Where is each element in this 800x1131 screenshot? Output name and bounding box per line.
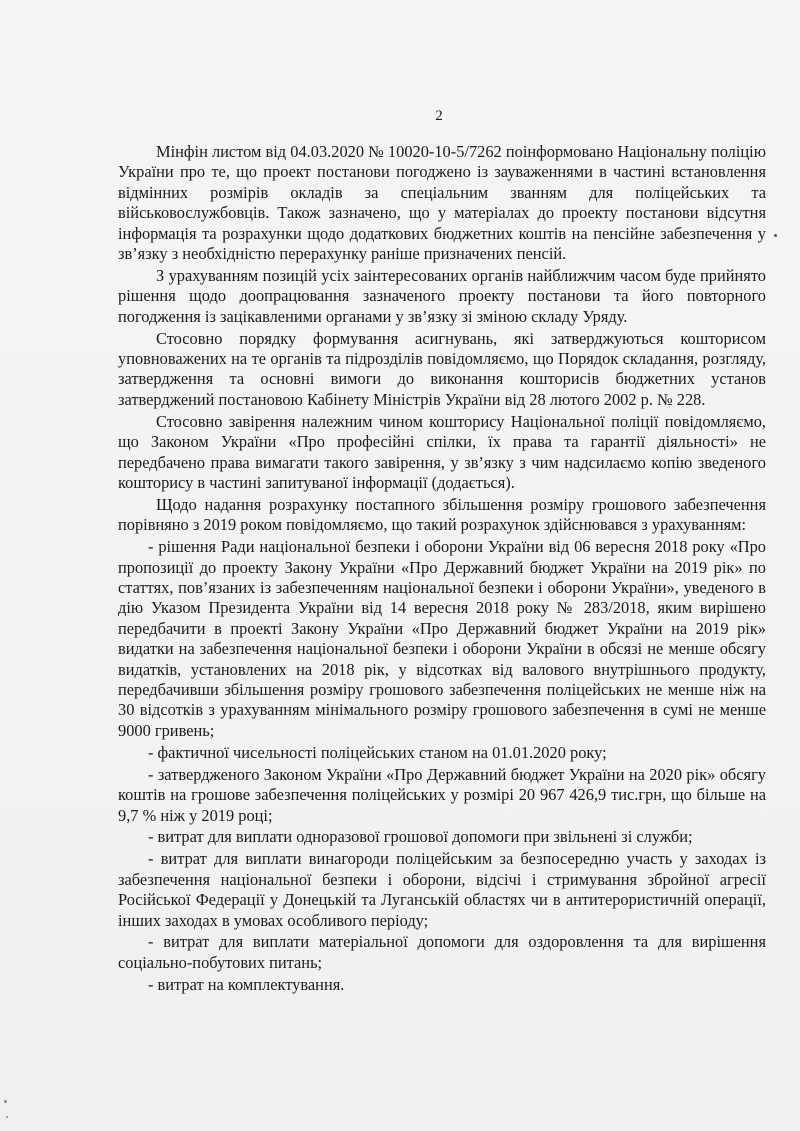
- list-item-reward-payments: - витрат для виплати винагороди поліцейським за безпосередню участь у заходах із забезпечення національної безпеки і оборони, відсічі і стримування збройної агресії Російської Федерації у Донецькій та Луганській областях чи в антитерористичній операції, інших заходах в умовах особливого періоду;: [118, 849, 766, 930]
- scan-edge-mark: [4, 1100, 7, 1103]
- list-item-actual-staff: - фактичної чисельності поліцейських станом на 01.01.2020 року;: [148, 742, 607, 762]
- list-item-material-aid: - витрат для виплати матеріальної допомоги для оздоровлення та для вирішення соціально-побутових питань;: [118, 932, 766, 972]
- paragraph-estimate-certification: Стосовно завірення належним чином кошторису Національної поліції повідомляємо, що Законом України «Про професійні спілки, їх права та гарантії діяльності» не передбачено права вимагати такого завірення, у зв’язку з чим надсилаємо копію зведеного кошторису в частині запитуваної інформації (додається).: [118, 411, 766, 492]
- letter-body: [118, 142, 766, 997]
- page-number: 2: [435, 108, 443, 124]
- paragraph-calculation-intro: Щодо надання розрахунку постапного збільшення розміру грошового забезпечення порівняно з 2019 роком повідомляємо, що такий розрахунок здійснювався з урахуванням:: [118, 494, 766, 535]
- list-item-budget-2020: - затвердженого Законом України «Про Державний бюджет України на 2020 рік» обсягу коштів на грошове забезпечення поліцейських у розмірі 20 967 426,9 тис.грн, що більше на 9,7 % ніж у 2019 році;: [118, 764, 766, 825]
- list-item-nsdc-decision: - рішення Ради національної безпеки і оборони України від 06 вересня 2018 року «Про пропозиції до проекту Закону України «Про Державний бюджет України на 2019 рік» по статтях, пов’язаних із забезпеченням національної безпеки і оборони України», уведеного в дію Указом Президента України від 14 вересня 2018 року № 283/2018, яким вирішено передбачити в проекті Закону України «Про Державний бюджет України на 2019 рік» видатки на забезпечення національної безпеки і оборони України в обсязі не менше обсягу видатків, установлених на 2018 рік, у відсотках від валового внутрішнього продукту, передбачивши збільшення розміру грошового забезпечення поліцейських не менше ніж на 30 відсотків з урахуванням мінімального розміру грошового забезпечення в сумі не менше 9000 гривень;: [118, 537, 766, 740]
- paragraph-decision: З урахуванням позицій усіх заінтересованих органів найближчим часом буде прийнято рішення щодо доопрацювання зазначеного проекту постанови та його повторного погодження із зацікавленими органами у зв’язку зі зміною складу Уряду.: [118, 265, 766, 326]
- paragraph-budget-procedure: Стосовно порядку формування асигнувань, які затверджуються кошторисом уповноважених на те органів та підрозділів повідомляємо, що Порядок складання, розгляду, затвердження та основні вимоги до виконання кошторисів бюджетних установ затверджений постановою Кабінету Міністрів України від 28 лютого 2002 р. № 228.: [118, 328, 766, 409]
- paragraph-minfin-letter: Мінфін листом від 04.03.2020 № 10020-10-5/7262 поінформовано Національну поліцію України про те, що проект постанови погоджено із зауваженнями в частині встановлення відмінних розмірів окладів за спеціальним званням для поліцейських та військовослужбовців. Також зазначено, що у матеріалах до проекту постанови відсутня інформація та розрахунки щодо додаткових бюджетних коштів на пенсійне забезпечення у зв’язку з необхідністю перерахунку раніше призначених пенсій.: [118, 142, 766, 264]
- list-item-recruitment: - витрат на комплектування.: [148, 974, 345, 994]
- scan-edge-mark: [6, 1116, 8, 1118]
- scan-speck: [774, 234, 777, 237]
- list-item-one-time-aid: - витрат для виплати одноразової грошової допомоги при звільнені зі служби;: [148, 827, 693, 847]
